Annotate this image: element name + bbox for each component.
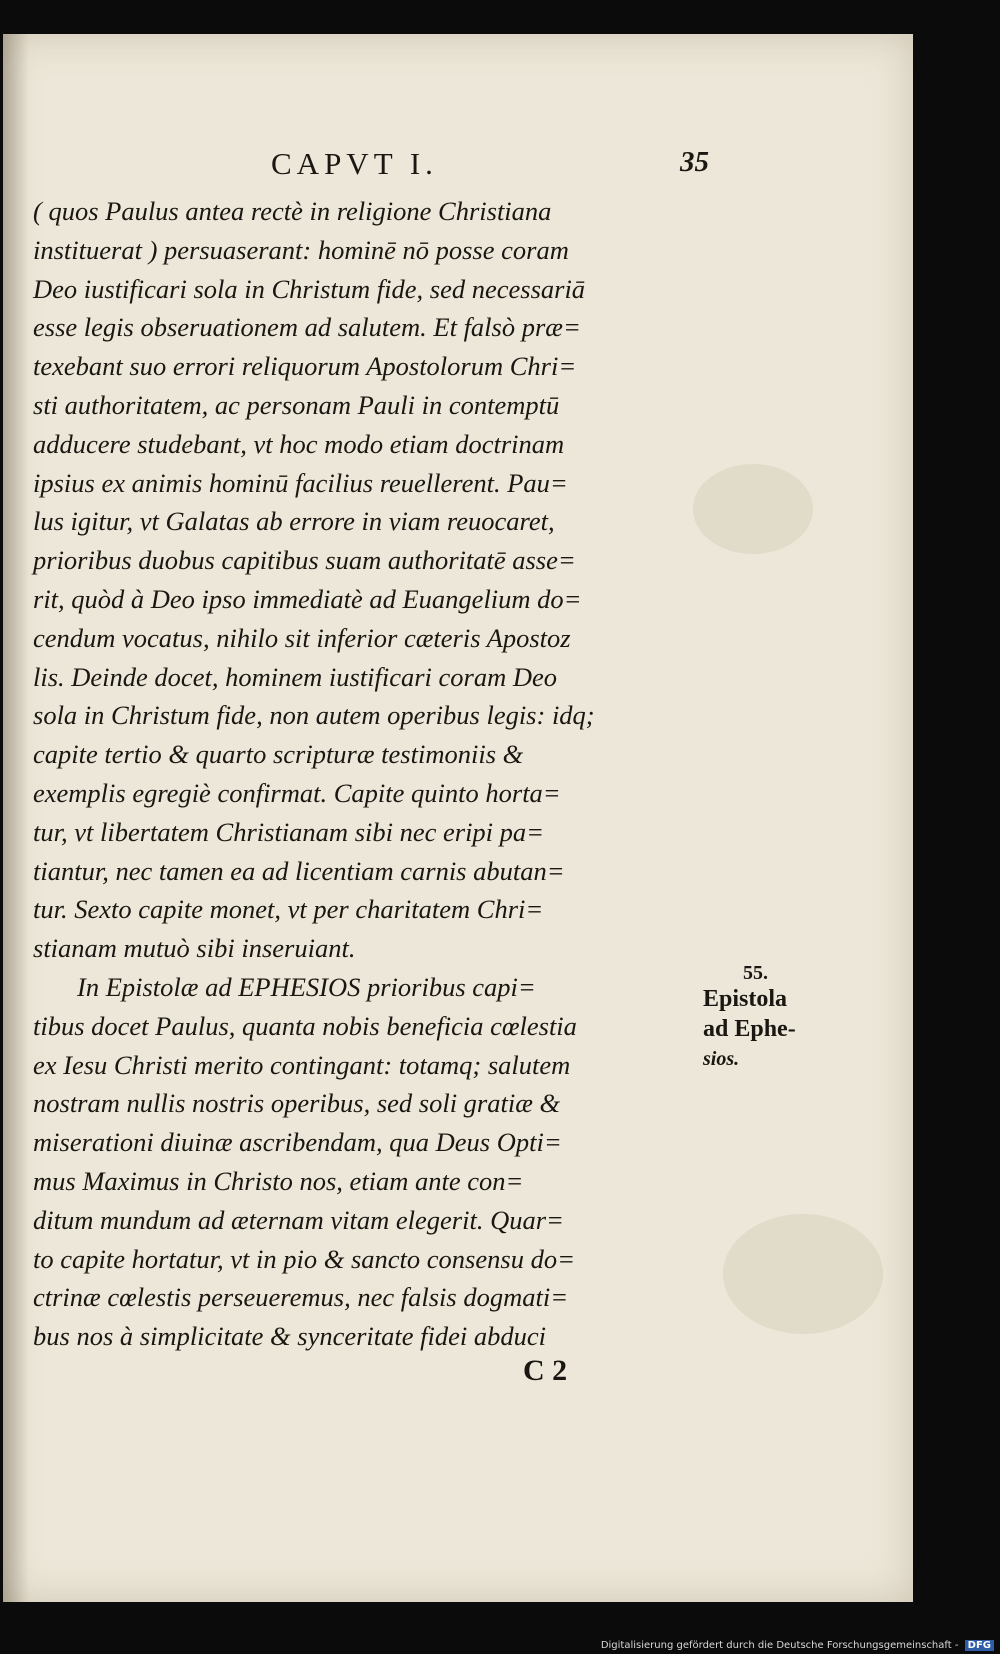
text-line: instituerat ) persuaserant: hominē nō posse coram [33, 234, 569, 265]
page-number: 35 [680, 146, 709, 178]
text-line: lis. Deinde docet, hominem iustificari coram Deo [33, 661, 558, 692]
text-line: to capite hortatur, vt in pio & sancto consensu do= [33, 1243, 575, 1274]
text-line: sti authoritatem, ac personam Pauli in contemptū [33, 389, 560, 420]
paper-stain [723, 1214, 883, 1334]
text-line: esse legis obseruationem ad salutem. Et falsò præ= [33, 312, 581, 343]
text-line: nostram nullis nostris operibus, sed soli gratiæ & [33, 1088, 561, 1119]
marginal-line: sios. [703, 1048, 740, 1070]
text-line: ipsius ex animis hominū facilius reuellerent. Pau= [33, 467, 568, 498]
signature-mark: C 2 [523, 1354, 568, 1387]
running-head: CAPVT I. [271, 146, 438, 181]
text-line: lus igitur, vt Galatas ab errore in viam reuocaret, [33, 506, 555, 537]
text-line: ctrinæ cœlestis perseueremus, nec falsis dogmati= [33, 1282, 569, 1313]
text-line: tur. Sexto capite monet, vt per charitatem Chri= [33, 894, 544, 925]
text-line: tibus docet Paulus, quanta nobis beneficia cœlestia [33, 1010, 577, 1041]
page-gutter-shadow [3, 34, 29, 1602]
text-line: texebant suo errori reliquorum Apostolorum Chri= [33, 351, 577, 382]
marginal-line: Epistola [703, 986, 788, 1012]
text-line: ( quos Paulus antea rectè in religione Christiana [33, 196, 552, 226]
text-line: adducere studebant, vt hoc modo etiam doctrinam [33, 428, 565, 459]
paragraph-start-line: In Epistolæ ad EPHESIOS prioribus capi= [77, 971, 536, 1002]
text-line: bus nos à simplicitate & synceritate fidei abduci [33, 1321, 546, 1352]
text-line: mus Maximus in Christo nos, etiam ante con= [33, 1165, 524, 1196]
text-line: cendum vocatus, nihilo sit inferior cæteris Apostoz [33, 622, 571, 653]
credit-text: Digitalisierung gefördert durch die Deutsche Forschungsgemeinschaft - [600, 1640, 959, 1651]
text-line: rit, quòd à Deo ipso immediatè ad Euangelium do= [33, 583, 582, 614]
page-header [263, 146, 709, 186]
marginal-note [703, 962, 823, 1074]
marginal-number: 55. [743, 962, 768, 984]
book-page [3, 34, 913, 1602]
marginal-line: ad Ephe- [703, 1016, 796, 1042]
text-line: ditum mundum ad æternam vitam elegerit. Quar= [33, 1204, 564, 1235]
text-line: ex Iesu Christi merito contingant: totamq; salutem [33, 1049, 571, 1080]
text-line: capite tertio & quarto scripturæ testimoniis & [33, 739, 524, 770]
text-line: miserationi diuinæ ascribendam, qua Deus Opti= [33, 1127, 562, 1158]
body-text [33, 192, 713, 1356]
dfg-logo: DFG [965, 1640, 994, 1651]
text-line: Deo iustificari sola in Christum fide, sed necessariā [33, 273, 586, 304]
text-line: tiantur, nec tamen ea ad licentiam carnis abutan= [33, 855, 565, 886]
text-line: stianam mutuò sibi inseruiant. [33, 933, 356, 964]
text-line: exemplis egregiè confirmat. Capite quinto horta= [33, 777, 561, 808]
text-line: prioribus duobus capitibus suam authoritatē asse= [33, 545, 576, 576]
text-line: tur, vt libertatem Christianam sibi nec eripi pa= [33, 816, 545, 847]
text-line: sola in Christum fide, non autem operibus legis: idq; [33, 700, 595, 731]
digitization-credit [601, 1640, 994, 1651]
